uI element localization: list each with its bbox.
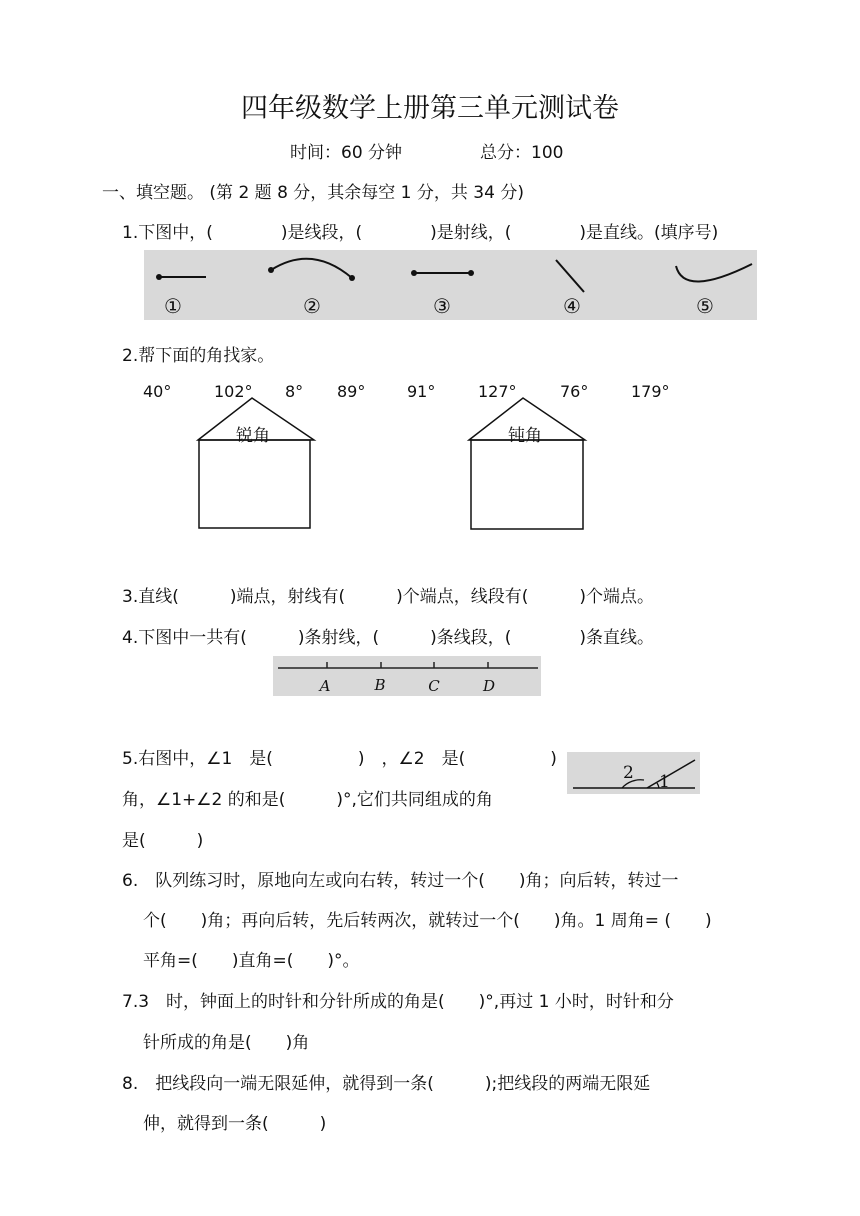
q1-label-2: ② xyxy=(303,294,321,318)
time-limit: 时间：60 分钟 xyxy=(290,143,403,163)
angle-value: 89° xyxy=(337,382,366,401)
question-5-line-1: 5.右图中，∠1 是( ) ，∠2 是( ) xyxy=(122,749,557,769)
q1-lines-diagram xyxy=(144,250,757,320)
q4-line-diagram xyxy=(273,656,541,696)
q5-label-2: 2 xyxy=(623,763,634,783)
q1-fig2-endpoint-left xyxy=(268,267,274,273)
q5-figure xyxy=(567,752,700,794)
question-1: 1.下图中，( )是线段，( )是射线，( )是直线。(填序号) xyxy=(122,223,719,243)
angle-value: 40° xyxy=(143,382,172,401)
angle-value: 91° xyxy=(407,382,436,401)
q1-fig2-endpoint-right xyxy=(349,275,355,281)
q1-label-3: ③ xyxy=(433,294,451,318)
q4-point-a: A xyxy=(319,677,331,695)
question-5-line-3: 是( ) xyxy=(122,831,204,851)
question-7-line-2: 针所成的角是( )角 xyxy=(143,1033,310,1053)
question-2: 2.帮下面的角找家。 xyxy=(122,346,275,366)
section-heading: 一、填空题。 (第 2 题 8 分，其余每空 1 分，共 34 分) xyxy=(102,183,524,203)
house-acute xyxy=(190,395,320,535)
question-5-line-2: 角，∠1+∠2 的和是( )°,它们共同组成的角 xyxy=(122,790,493,810)
q1-fig4-line xyxy=(556,260,584,292)
question-8-line-1: 8. 把线段向一端无限延伸，就得到一条( );把线段的两端无限延 xyxy=(122,1074,651,1094)
q4-point-d: D xyxy=(482,677,496,695)
angle-value: 127° xyxy=(478,382,517,401)
total-score: 总分：100 xyxy=(480,143,564,163)
q5-angle-diagram xyxy=(567,752,700,794)
house-obtuse-body xyxy=(471,440,583,529)
q1-label-1: ① xyxy=(164,294,182,318)
q1-figure xyxy=(144,250,757,320)
question-6-line-1: 6. 队列练习时，原地向左或向右转，转过一个( )角；向后转，转过一 xyxy=(122,871,679,891)
q4-point-b: B xyxy=(374,676,386,694)
q1-label-5: ⑤ xyxy=(696,294,714,318)
q1-fig2-arc xyxy=(271,259,352,278)
house-acute-body xyxy=(199,440,310,528)
house-obtuse-label: 钝角 xyxy=(508,426,542,446)
question-3: 3.直线( )端点，射线有( )个端点，线段有( )个端点。 xyxy=(122,587,655,607)
question-6-line-3: 平角=( )直角=( )°。 xyxy=(143,951,360,971)
page-title: 四年级数学上册第三单元测试卷 xyxy=(241,93,619,124)
angle-value: 179° xyxy=(631,382,670,401)
question-8-line-2: 伸，就得到一条( ) xyxy=(143,1114,327,1134)
question-7-line-1: 7.3 时，钟面上的时针和分针所成的角是( )°,再过 1 小时，时针和分 xyxy=(122,992,674,1012)
angle-value: 76° xyxy=(560,382,589,401)
q1-label-4: ④ xyxy=(563,294,581,318)
house-obtuse xyxy=(463,395,593,535)
q4-point-c: C xyxy=(428,677,440,695)
q5-label-1: 1 xyxy=(659,772,670,792)
question-6-line-2: 个( )角；再向后转，先后转两次，就转过一个( )角。1 周角= ( ) xyxy=(143,911,712,931)
angle-value: 102° xyxy=(214,382,253,401)
q5-ray xyxy=(647,760,695,788)
q1-fig5-curve xyxy=(676,264,752,282)
q4-figure xyxy=(273,656,541,696)
question-4: 4.下图中一共有( )条射线，( )条线段，( )条直线。 xyxy=(122,628,655,648)
house-acute-label: 锐角 xyxy=(236,426,270,446)
angle-value: 8° xyxy=(285,382,304,401)
